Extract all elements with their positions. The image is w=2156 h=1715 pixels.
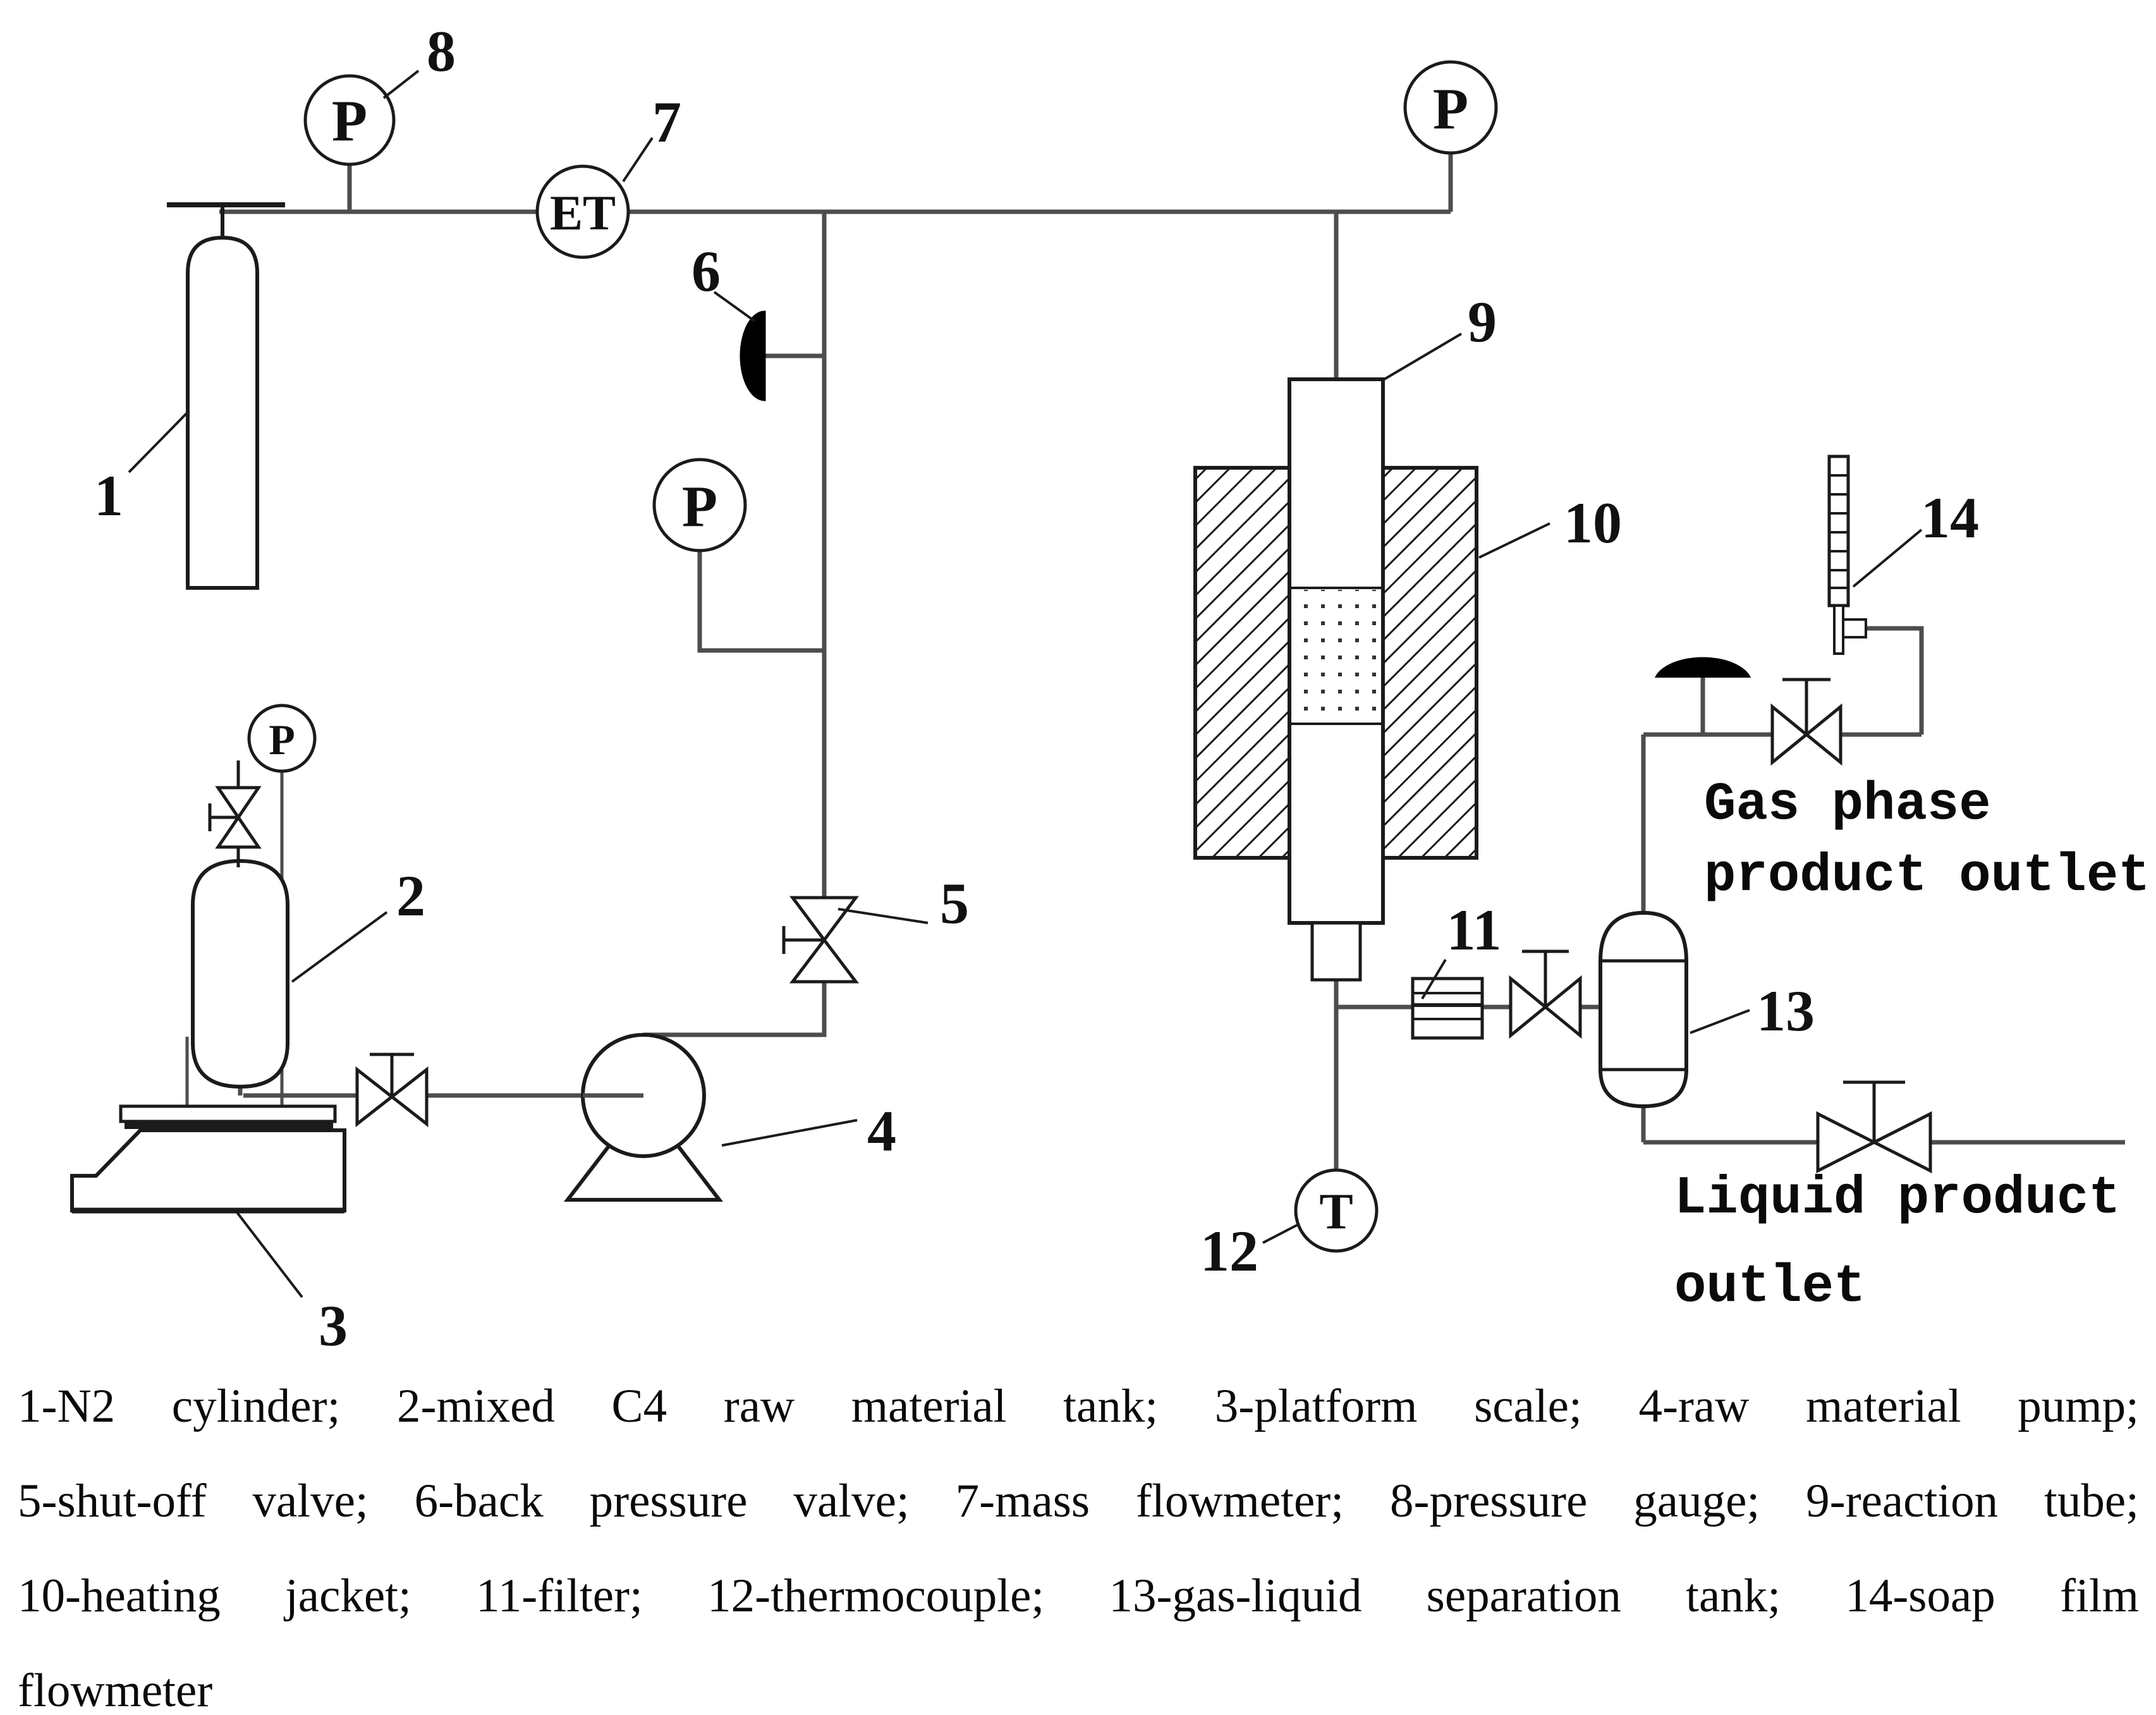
separator-inlet-valve-right-wing xyxy=(1545,979,1580,1035)
caption-line-2: 5-shut-off valve; 6-back pressure valve; 7-mass flowmeter; 8-pressure gauge; 9-reaction tube; xyxy=(18,1475,2139,1527)
label-8: 8 xyxy=(427,19,456,83)
soap-film-flowmeter xyxy=(1829,456,1866,654)
tank-valve-bottom-wing xyxy=(218,817,259,847)
label-5: 5 xyxy=(940,871,969,936)
gas-outlet-valve xyxy=(1772,680,1841,762)
label-4: 4 xyxy=(867,1099,896,1163)
label-12: 12 xyxy=(1200,1219,1258,1283)
tank-valve-top-wing xyxy=(218,788,259,817)
pressure-gauge-right xyxy=(1405,62,1496,153)
tank-outlet-valve xyxy=(357,1054,427,1124)
gauge-letter: P xyxy=(681,474,718,539)
pressure-gauge-tank xyxy=(249,705,315,771)
raw-material-tank xyxy=(193,760,288,1087)
leader-8 xyxy=(384,71,418,98)
catalyst-bed xyxy=(1293,590,1380,722)
gas-outlet-label-line1: Gas phase xyxy=(1704,775,1991,835)
separator-inlet-valve xyxy=(1511,951,1580,1035)
tube-bottom-reducer xyxy=(1312,923,1360,980)
scale-base-body xyxy=(72,1130,344,1211)
separator-inlet-valve-left-wing xyxy=(1511,979,1545,1035)
caption-line-3: 10-heating jacket; 11-filter; 12-thermocouple; 13-gas-liquid separation tank; 14-soap film xyxy=(18,1570,2139,1622)
liquid-valve-right-wing xyxy=(1874,1114,1930,1171)
label-9: 9 xyxy=(1468,290,1497,354)
jacket-right-block xyxy=(1383,468,1477,858)
tank-outlet-valve-right-wing xyxy=(392,1070,427,1124)
back-pressure-valve xyxy=(741,312,765,400)
leader-2 xyxy=(292,912,387,982)
label-1: 1 xyxy=(94,463,123,528)
label-10: 10 xyxy=(1564,491,1622,555)
liquid-outlet-label-line2: outlet xyxy=(1674,1257,1866,1317)
filter-body xyxy=(1413,979,1482,1038)
leader-1 xyxy=(129,411,189,472)
gauge-letter: P xyxy=(1432,76,1469,141)
gas-valve-left-wing xyxy=(1772,707,1806,762)
leader-4 xyxy=(722,1120,857,1145)
caption-line-4: flowmeter xyxy=(18,1664,213,1715)
leader-9 xyxy=(1384,334,1461,379)
shutoff-valve-top-wing xyxy=(793,898,856,940)
filter xyxy=(1413,979,1482,1038)
vent-mushroom-cap xyxy=(1655,657,1751,678)
caption-line-1: 1-N2 cylinder; 2-mixed C4 raw material tank; 3-platform scale; 4-raw material pump; xyxy=(18,1380,2139,1432)
tank-body xyxy=(193,861,288,1087)
separator-body xyxy=(1600,913,1686,1106)
leader-14 xyxy=(1853,530,1922,587)
leader-13 xyxy=(1690,1010,1750,1033)
label-3: 3 xyxy=(319,1293,348,1358)
separation-tank xyxy=(1600,913,1686,1106)
flowmeter-fitting xyxy=(1843,619,1866,637)
pressure-gauge-branch xyxy=(654,460,745,551)
leader-3 xyxy=(237,1212,302,1297)
figure-caption xyxy=(18,1359,2139,1715)
pipe-gauge-branch xyxy=(700,552,824,650)
raw-material-pump xyxy=(568,1035,719,1200)
leader-10 xyxy=(1479,523,1550,558)
leader-12 xyxy=(1263,1225,1297,1243)
scale-mid-plate xyxy=(125,1123,333,1129)
reaction-tube xyxy=(1289,379,1383,980)
pipe-pump-outlet xyxy=(643,982,824,1035)
label-11: 11 xyxy=(1446,898,1502,962)
scale-top-plate xyxy=(121,1106,335,1121)
pipe-to-flowmeter xyxy=(1866,628,1922,735)
label-2: 2 xyxy=(396,864,425,928)
flowmeter-letters: ET xyxy=(549,185,616,240)
leader-5 xyxy=(838,909,928,923)
liquid-outlet-label-line1: Liquid product xyxy=(1674,1169,2121,1229)
mass-flowmeter-7 xyxy=(537,166,628,257)
label-14: 14 xyxy=(1921,485,1979,550)
label-6: 6 xyxy=(691,239,721,303)
equipment-number-labels xyxy=(94,19,1979,1358)
shutoff-valve-bottom-wing xyxy=(793,940,856,982)
liquid-outlet-valve xyxy=(1818,1082,1930,1171)
jacket-left-block xyxy=(1195,468,1289,858)
pressure-gauge-8 xyxy=(305,76,394,164)
platform-scale xyxy=(72,1106,344,1211)
gas-outlet-label-line2: product outlet xyxy=(1704,846,2150,906)
tank-outlet-valve-left-wing xyxy=(357,1070,392,1124)
n2-cylinder xyxy=(167,205,285,588)
label-13: 13 xyxy=(1757,979,1815,1043)
leader-7 xyxy=(623,138,652,181)
thermocouple-indicator xyxy=(1296,1170,1377,1251)
gas-valve-right-wing xyxy=(1806,707,1841,762)
label-7: 7 xyxy=(652,90,681,154)
gauge-letter: P xyxy=(269,716,295,764)
thermocouple-letter: T xyxy=(1319,1184,1353,1240)
flowmeter-stem xyxy=(1834,606,1843,654)
leader-lines xyxy=(129,71,1922,1297)
n2-cylinder-body xyxy=(188,238,257,588)
liquid-valve-left-wing xyxy=(1818,1114,1874,1171)
gauge-letter: P xyxy=(331,88,368,153)
piping xyxy=(187,154,2125,1170)
stream-labels xyxy=(1674,775,2150,1317)
